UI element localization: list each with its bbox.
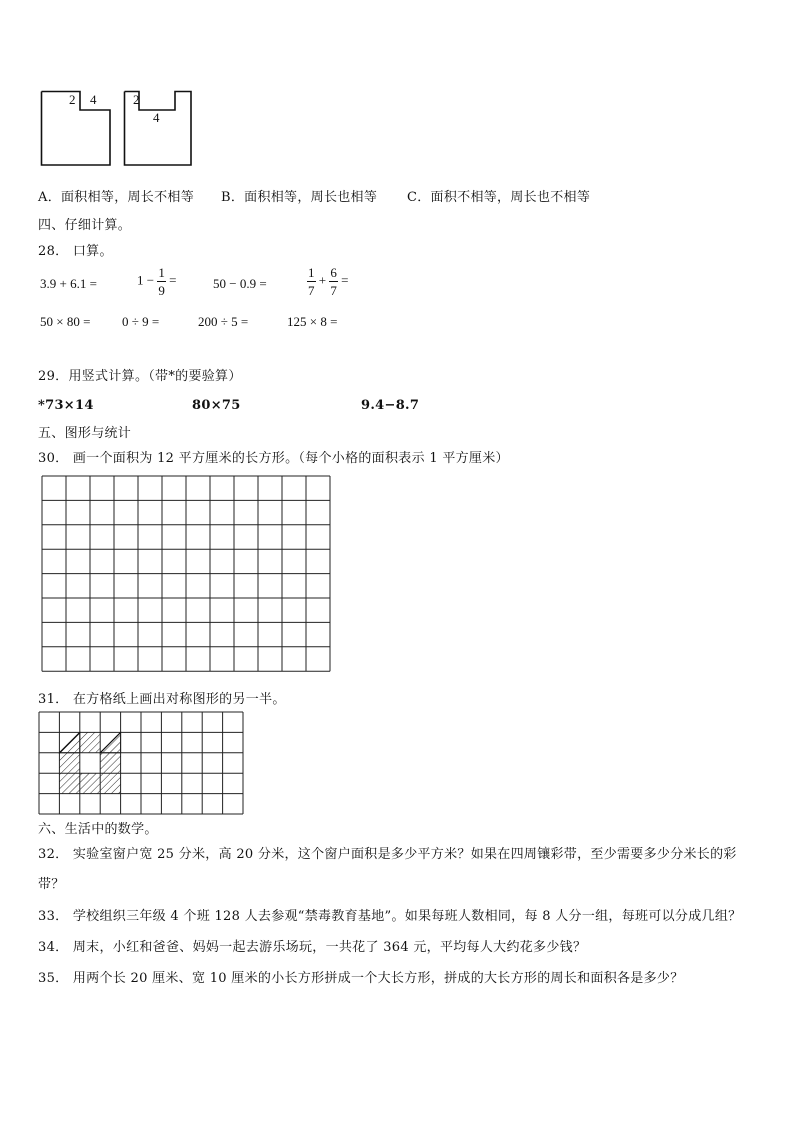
q28-expr-2: 1 − $\frac{1}{9}$ =: [137, 265, 177, 298]
figure-shape-a: [40, 90, 112, 168]
q35-text: 35． 用两个长 20 厘米、宽 10 厘米的小长方形拼成一个大长方形，拼成的大长方形的周长和面积各是多少？: [38, 971, 684, 986]
fraction-one-ninth: $\frac{1}{9}$: [158, 265, 165, 298]
shaded-cell: [100, 773, 120, 793]
q28-expr-3: 50 − 0.9 =: [213, 276, 267, 291]
q34-text: 34． 周末，小红和爸爸、妈妈一起去游乐场玩，一共花了 364 元，平均每人大约花多少钱？: [38, 940, 587, 955]
shape-b-label-2: 2: [133, 92, 140, 107]
fraction-one-seventh: $\frac{1}{7}$: [308, 265, 315, 298]
shape-b-label-4: 4: [153, 110, 160, 125]
shaded-cell: [59, 773, 79, 793]
q28-expr-5: 50 × 80 =: [40, 314, 91, 329]
shaded-cell: [100, 753, 120, 773]
shape-a-label-4: 4: [90, 92, 97, 107]
q28-expr-7: 200 ÷ 5 =: [198, 314, 249, 329]
option-b[interactable]: B．面积相等，周长也相等: [221, 190, 378, 205]
q32-line-1: 32． 实验室窗户宽 25 分米，高 20 分米，这个窗户面积是多少平方米？如果在四周镶彩带，至少需要多少分米长的彩: [38, 847, 737, 862]
q28-expr-8: 125 × 8 =: [287, 314, 338, 329]
q28-expr-6: 0 ÷ 9 =: [122, 314, 160, 329]
section-4-title: 四、仔细计算。: [38, 218, 132, 233]
option-c[interactable]: C．面积不相等，周长也不相等: [407, 190, 591, 205]
q31-title: 31． 在方格纸上画出对称图形的另一半。: [38, 692, 286, 707]
q29-item-3: 9.4−8.7: [361, 398, 420, 413]
section-6-title: 六、生活中的数学。: [38, 822, 158, 837]
q29-item-2: 80×75: [192, 398, 241, 413]
q29-item-1: *73×14: [38, 398, 94, 413]
q30-title: 30． 画一个面积为 12 平方厘米的长方形。（每个小格的面积表示 1 平方厘米）: [38, 451, 509, 466]
shaded-cell: [80, 732, 100, 752]
shape-a-label-2: 2: [69, 92, 76, 107]
grid-q30[interactable]: [41, 475, 331, 675]
q28-title: 28． 口算。: [38, 244, 113, 259]
option-a[interactable]: A．面积相等，周长不相等: [38, 190, 194, 205]
q32-line-2: 带？: [38, 877, 65, 892]
section-5-title: 五、图形与统计: [38, 426, 132, 441]
grid-q31[interactable]: [38, 711, 244, 815]
q29-title: 29．用竖式计算。（带*的要验算）: [38, 369, 242, 384]
q28-expr-1: 3.9 + 6.1 =: [40, 276, 97, 291]
shaded-cell: [80, 773, 100, 793]
fraction-six-sevenths: $\frac{6}{7}$: [330, 265, 337, 298]
q33-text: 33． 学校组织三年级 4 个班 128 人去参观“禁毒教育基地”。如果每班人数相同，每 8 人分一组，每班可以分成几组？: [38, 909, 742, 924]
shaded-cell: [59, 753, 79, 773]
q28-expr-4: $\frac{1}{7}$ + $\frac{6}{7}$ =: [308, 265, 349, 298]
